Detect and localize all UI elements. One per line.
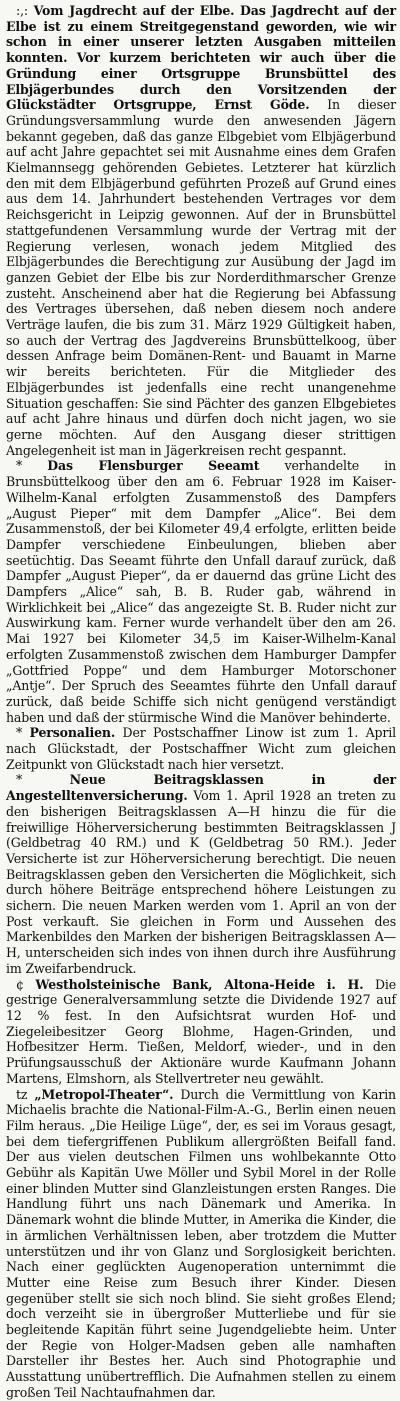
article-body: In dieser Gründungsversammlung wurde den anwesenden Jägern bekannt gegeben, daß das ganze Elbgebiet vom Elbjägerbund auf acht Jahre gepachtet sei mit Ausnahme eines dem Grafen Kielmannsegg gehörenden Gebietes. Letzterer hat kürzlich den mit dem Elbjägerbund geführten Prozeß auf Grund eines aus dem 14. Jahrhundert bestehenden Vertrages vor dem Reichsgericht in Leipzig gewonnen. Auf der in Brunsbüttel stattgefundenen Versammlung wurde der Vertrag mit der Regierung verlesen, wonach jedem Mitglied des Elbjägerbundes die Berechtigung zur Ausübung der Jagd im ganzen Gebiet der Elbe bis zur Norderdithmarscher Grenze zusteht. Anscheinend aber hat die Regierung bei Abfassung des Vertrages übersehen, daß neben diesem noch andere Verträge laufen, die bis zum 31. März 1929 Gültigkeit haben, so auch der Vertrag des Jagdvereins Brunsbüttelkoog, über dessen Anfrage beim Domänen-Rent- und Bauamt in Marne wir bereits berichteten. Für die Mitglieder des Elbjägerbundes ist jedenfalls eine recht unangenehme Situation geschaffen: Sie sind Pächter des ganzen Elbgebietes auf acht Jahre hinaus und dürfen doch nicht jagen, wo sie gerne möchten. Auf den Ausgang dieser strittigen Angelegenheit ist man in Jägerkreisen recht gespannt. xyxy=(6,97,396,458)
section-marker: * xyxy=(16,725,23,741)
article-body: Die gestrige Generalversammlung setzte die Dividende 1927 auf 12 % fest. In den Aufsichtsrat wurden Hof- und Ziegeleibesitzer Georg Blohme, Hagen-Grinden, und Hofbesitzer Herm. Tießen, Meldorf, wieder-, und in den Prüfungsausschuß der Aktionäre wurde Kaufmann Johann Martens, Elmshorn, als Stellvertreter neu gewählt. xyxy=(6,976,397,1086)
section-marker: ¢ xyxy=(16,976,24,992)
article-headline: Personalien. xyxy=(29,725,116,741)
article-body: verhandelte in Brunsbüttelkoog über den am 6. Februar 1928 im Kaiser-Wilhelm-Kanal erfolgten Zusammenstoß des Dampfers „August Pieper“ mit dem Dampfer „Alice“. Bei dem Zusammenstoß, der bei Kilometer 49,4 erfolgte, erlitten beide Dampfer verschiedene Einbeulungen, blieben aber seetüchtig. Das Seeamt führte den Unfall darauf zurück, daß Dampfer „August Pieper“, da er dauernd das grüne Licht des Dampfers „Alice“ sah, B. B. Ruder gab, während in Wirklichkeit bei „Alice“ das angezeigte St. B. Ruder nicht zur Auswirkung kam. Ferner wurde verhandelt über den am 26. Mai 1927 bei Kilometer 34,5 im Kaiser-Wilhelm-Kanal erfolgten Zusammenstoß zwischen dem Hamburger Dampfer „Gottfried Poppe“ und dem Hamburger Motorschoner „Antje“. Der Spruch des Seeamtes führte den Unfall darauf zurück, daß beide Schiffe sich nicht genügend verständigt haben und daß der stürmische Wind die Manöver behinderte. xyxy=(6,458,396,725)
article-body: Durch die Vermittlung von Karin Michaelis brachte die National-Film-A.-G., Berlin einen neuen Film heraus. „Die Heilige Lüge“, der, es sei im Voraus gesagt, bei dem tiefergriffenen Publikum allergrößten Beifall fand. Der aus vielen deutschen Filmen uns wohlbekannte Otto Gebühr als Kapitän Uwe Möller und Sybil Morel in der Rolle einer blinden Mutter sind Glanzleistungen ersten Ranges. Die Handlung führt uns nach Dänemark und Amerika. In Dänemark wohnt die blinde Mutter, in Amerika die Kinder, die in ärmlichen Verhältnissen leben, aber trotzdem die Mutter unterstützen und ihr von Glanz und Sorglosigkeit berichten. Nach einer geglückten Augenoperation unternimmt die Mutter eine Reise zum Besuch ihrer Kinder. Diesen gegenüber stellt sie sich noch blind. Sie sieht großes Elend; doch verzeiht sie in übergroßer Mutterliebe und für sie begleitende Kapitän führt seine Jugendgeliebte heim. Unter der Regie von Holger-Madsen geben alle namhaften Darsteller ihr Bestes her. Auch sind Photographie und Ausstattung unübertrefflich. Die Aufnahmen stellen zu einem großen Teil Nachtaufnahmen dar. xyxy=(6,1086,396,1400)
section-marker: :,: xyxy=(16,3,28,18)
article-paragraph xyxy=(6,772,396,976)
article-personalien xyxy=(6,725,396,772)
article-headline: Neue Beitragsklassen in der Angestelltenversicherung. xyxy=(6,772,396,804)
article-westholsteinische-bank xyxy=(6,977,396,1087)
article-body: Vom 1. April 1928 an treten zu den bisherigen Beitragsklassen A—H hinzu die für die freiwillige Höherversicherung bestimmten Beitragsklassen J (Geldbetrag 40 RM.) und K (Geldbetrag 50 RM.). Jeder Versicherte ist zur Höherversicherung berechtigt. Die neuen Beitragsklassen geben den Versicherten die Möglichkeit, sich durch höhere Beiträge entsprechend höhere Leistungen zu sichern. Die neuen Marken werden vom 1. April an von der Post verkauft. Sie gleichen in Form und Aussehen des Markenbildes den Marken der bisherigen Beitragsklassen A—H, unterscheiden sich indes von ihnen durch ihre Ausführung im Zweifarbendruck. xyxy=(6,788,396,976)
article-headline: Vom Jagdrecht auf der Elbe. xyxy=(33,3,235,18)
article-paragraph xyxy=(6,3,396,458)
article-body: Der Postschaffner Linow ist zum 1. April nach Glückstadt, der Postschaffner Wicht zum gleichen Zeitpunkt von Glückstadt nach hier versetzt. xyxy=(6,725,396,772)
article-paragraph xyxy=(6,725,396,772)
article-paragraph xyxy=(6,458,396,725)
article-paragraph xyxy=(6,977,396,1087)
article-beitragsklassen xyxy=(6,772,396,976)
section-marker: tz xyxy=(16,1086,28,1102)
article-headline: Westholsteinische Bank, Altona-Heide i. H. xyxy=(35,976,364,992)
article-jagdrecht xyxy=(6,3,396,458)
article-seeamt xyxy=(6,458,396,725)
article-lead: Das Jagdrecht auf der Elbe ist zu einem Streitgegenstand geworden, wie wir schon in einer unserer letzten Ausgaben mitteilen konnten. Vor kurzem berichteten wir auch über die Gründung einer Ortsgruppe Brunsbüttel des Elbjägerbundes durch den Vorsitzenden der Glückstädter Ortsgruppe, Ernst Göde. xyxy=(6,3,396,113)
article-headline: „Metropol-Theater“. xyxy=(34,1086,174,1102)
article-paragraph xyxy=(6,1087,396,1401)
section-marker: * xyxy=(16,458,23,474)
article-headline: Das Flensburger Seeamt xyxy=(47,458,260,474)
article-metropol-theater xyxy=(6,1087,396,1401)
section-marker: * xyxy=(16,772,23,788)
